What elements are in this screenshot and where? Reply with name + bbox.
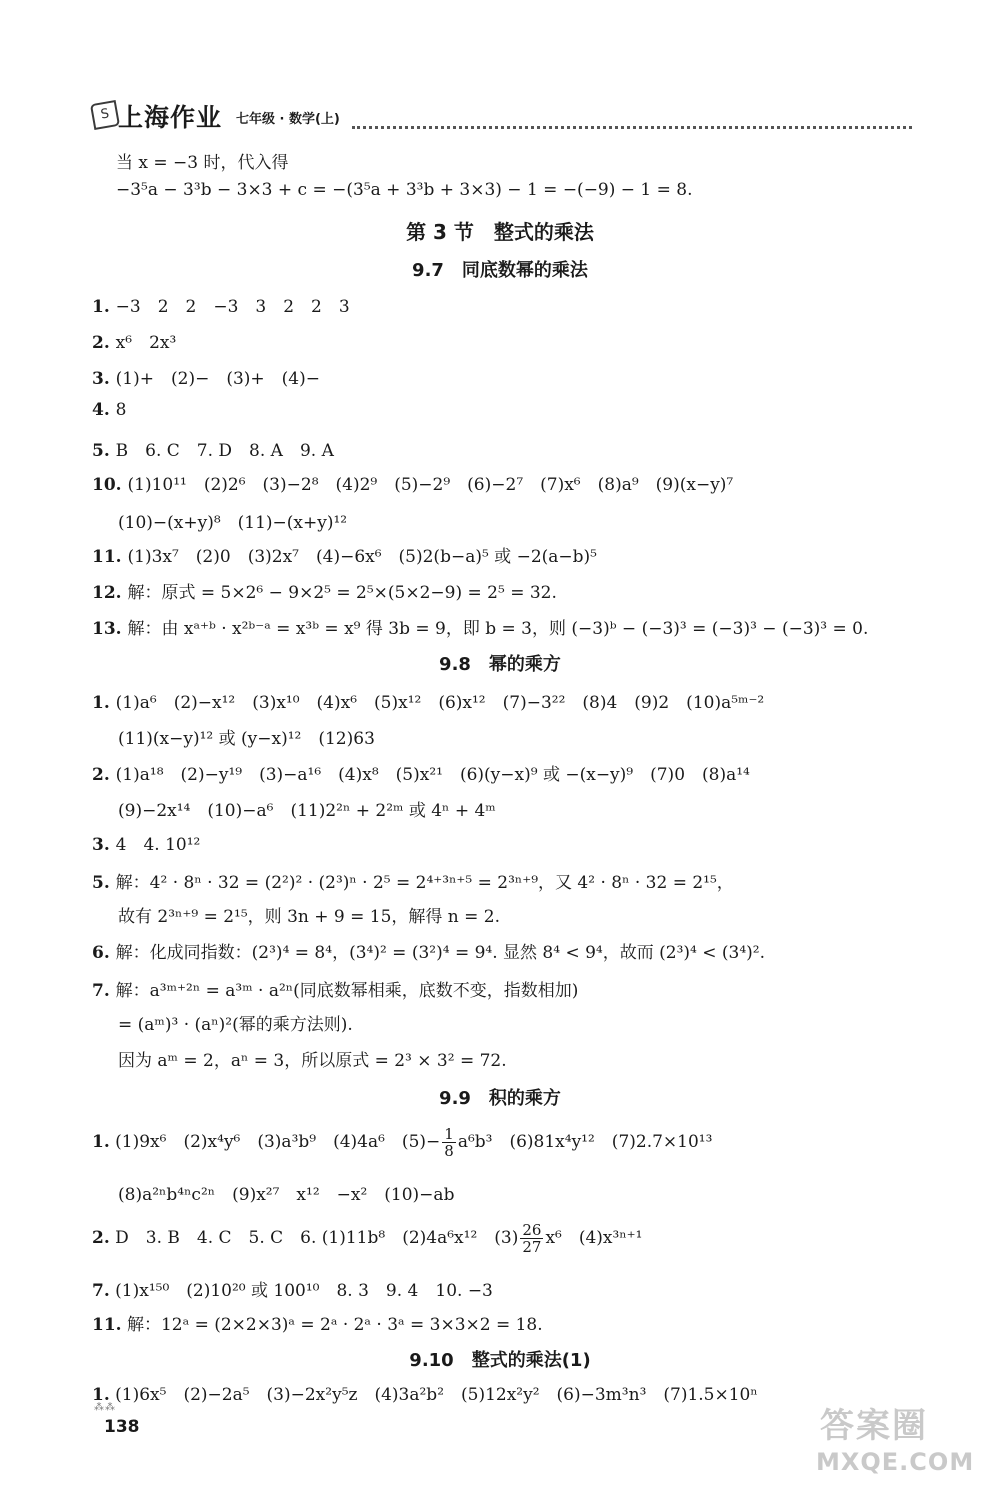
intro-line-2: −3⁵a − 3³b − 3×3 + c = −(3⁵a + 3³b + 3×3) − 1 = −(−9) − 1 = 8.	[116, 180, 693, 200]
answer-text: (1)a⁶ (2)−x¹² (3)x¹⁰ (4)x⁶ (5)x¹² (6)x¹² (7)−3²² (8)4 (9)2 (10)a⁵ᵐ⁻²	[115, 693, 765, 713]
fraction	[442, 1126, 456, 1159]
answer-text: 故有 2³ⁿ⁺⁹ = 2¹⁵，则 3n + 9 = 15，解得 n = 2.	[118, 907, 501, 927]
question-number: 10.	[92, 475, 128, 495]
question-number: 2.	[92, 765, 116, 785]
fraction-denominator: 27	[522, 1238, 542, 1256]
answer-line	[118, 1010, 353, 1035]
subsection-title-9-8: 9.8 幂的乘方	[439, 654, 561, 675]
intro-line-1: 当 x = −3 时，代入得	[116, 153, 289, 173]
answer-text: (11)(x−y)¹² 或 (y−x)¹² (12)63	[118, 729, 375, 749]
question-number: 1.	[92, 1385, 110, 1405]
subsection-title-9-7: 9.7 同底数幂的乘法	[412, 260, 588, 281]
question-number: 3.	[92, 835, 116, 855]
question-number: 5.	[92, 441, 116, 461]
answer-text: (1)3x⁷ (2)0 (3)2x⁷ (4)−6x⁶ (5)2(b−a)⁵ 或 −2(a−b)⁵	[127, 547, 597, 567]
answer-text: 解：12ᵃ = (2×2×3)ᵃ = 2ᵃ · 2ᵃ · 3ᵃ = 3×3×2 = 18.	[126, 1315, 543, 1335]
answer-line	[118, 902, 500, 927]
answer-line	[118, 508, 347, 533]
section-title: 第 3 节 整式的乘法	[406, 220, 594, 244]
answer-text: (10)−(x+y)⁸ (11)−(x+y)¹²	[118, 513, 348, 533]
question-number: 2.	[92, 333, 116, 353]
answer-text: 4 4. 10¹²	[115, 835, 201, 855]
answer-text: (1)9x⁶ (2)x⁴y⁶ (3)a³b⁹ (4)4a⁶ (5)−	[115, 1132, 441, 1152]
answer-line	[92, 292, 350, 317]
fraction-numerator: 1	[444, 1125, 454, 1143]
question-number: 5.	[92, 873, 116, 893]
answer-text: −3 2 2 −3 3 2 2 3	[115, 297, 350, 317]
subsection-title-9-9: 9.9 积的乘方	[439, 1088, 561, 1109]
question-number: 7.	[92, 1281, 110, 1301]
question-number: 1.	[92, 693, 116, 713]
book-subtitle: 七年级 · 数学(上)	[236, 112, 340, 127]
question-number: 6.	[92, 943, 116, 963]
answer-text: (9)−2x¹⁴ (10)−a⁶ (11)2²ⁿ + 2²ᵐ 或 4ⁿ + 4ᵐ	[118, 801, 496, 821]
question-number: 1.	[92, 297, 116, 317]
answer-line	[92, 1126, 712, 1159]
question-number: 2.	[92, 1228, 110, 1248]
answer-line	[92, 1310, 543, 1335]
question-number: 11.	[92, 1315, 122, 1335]
answer-text: (1)10¹¹ (2)2⁶ (3)−2⁸ (4)2⁹ (5)−2⁹ (6)−2⁷ (7)x⁶ (8)a⁹ (9)(x−y)⁷	[127, 475, 734, 495]
answer-line	[92, 470, 733, 495]
answer-text: a⁶b³ (6)81x⁴y¹² (7)2.7×10¹³	[457, 1132, 713, 1152]
answer-text: 解：4² · 8ⁿ · 32 = (2²)² · (2³)ⁿ · 2⁵ = 2⁴⁺³ⁿ⁺⁵ = 2³ⁿ⁺⁹，又 4² · 8ⁿ · 32 = 2¹⁵，	[115, 873, 734, 893]
page-number: 138	[104, 1417, 140, 1437]
question-number: 3.	[92, 369, 116, 389]
answer-line	[92, 436, 334, 461]
subsection-title-9-10: 9.10 整式的乘法(1)	[409, 1350, 591, 1371]
answer-text: = (aᵐ)³ · (aⁿ)²(幂的乘方法则).	[118, 1015, 353, 1035]
answer-line	[92, 938, 765, 963]
answer-line	[118, 724, 375, 749]
question-number: 4.	[92, 400, 116, 420]
answer-line	[92, 868, 734, 893]
book-title: 上海作业	[118, 103, 223, 132]
answer-line	[92, 976, 578, 1001]
question-number: 13.	[92, 619, 128, 639]
question-number: 11.	[92, 547, 128, 567]
page-number-decoration: ⁂⁂	[94, 1402, 116, 1413]
answer-text: 解：化成同指数：(2³)⁴ = 8⁴，(3⁴)² = (3²)⁴ = 9⁴. 显然 8⁴ < 9⁴，故而 (2³)⁴ < (3⁴)².	[115, 943, 766, 963]
answer-line	[92, 614, 868, 639]
answer-text: x⁶ 2x³	[115, 333, 177, 353]
logo-icon: S	[90, 100, 120, 130]
fraction	[520, 1222, 543, 1255]
answer-text: D 3. B 4. C 5. C 6. (1)11b⁸ (2)4a⁶x¹² (3)	[115, 1228, 519, 1248]
answer-text: (1)x¹⁵⁰ (2)10²⁰ 或 100¹⁰ 8. 3 9. 4 10. −3	[115, 1281, 493, 1301]
answer-line	[92, 830, 200, 855]
question-number: 1.	[92, 1132, 110, 1152]
answer-line	[92, 1276, 493, 1301]
answer-text: 8	[115, 400, 127, 420]
answer-text: 因为 aᵐ = 2，aⁿ = 3，所以原式 = 2³ × 3² = 72.	[118, 1051, 507, 1071]
answer-text: (1)a¹⁸ (2)−y¹⁹ (3)−a¹⁶ (4)x⁸ (5)x²¹ (6)(y−x)⁹ 或 −(x−y)⁹ (7)0 (8)a¹⁴	[115, 765, 750, 785]
fraction-numerator: 26	[522, 1221, 542, 1239]
answer-text: B 6. C 7. D 8. A 9. A	[115, 441, 334, 461]
header-divider	[352, 126, 912, 129]
answer-line	[92, 1380, 758, 1405]
answer-line	[92, 760, 750, 785]
answer-line	[92, 688, 764, 713]
answer-line	[92, 542, 597, 567]
answer-text: (1)6x⁵ (2)−2a⁵ (3)−2x²y⁵z (4)3a²b² (5)12x²y² (6)−3m³n³ (7)1.5×10ⁿ	[115, 1385, 758, 1405]
question-number: 7.	[92, 981, 116, 1001]
answer-text: (1)+ (2)− (3)+ (4)−	[115, 369, 320, 389]
answer-text: 解：由 xᵃ⁺ᵇ · x²ᵇ⁻ᵃ = x³ᵇ = x⁹ 得 3b = 9，即 b = 3，则 (−3)ᵇ − (−3)³ = (−3)³ − (−3)³ = 0.	[127, 619, 869, 639]
answer-line	[118, 796, 496, 821]
answer-line	[92, 364, 320, 389]
fraction-denominator: 8	[444, 1142, 454, 1160]
answer-line	[92, 578, 557, 603]
answer-line	[92, 400, 127, 420]
answer-text: 解：原式 = 5×2⁶ − 9×2⁵ = 2⁵×(5×2−9) = 2⁵ = 32.	[127, 583, 557, 603]
watermark-url: MXQE.COM	[816, 1448, 975, 1476]
answer-line	[92, 328, 176, 353]
answer-line: (8)a²ⁿb⁴ⁿc²ⁿ (9)x²⁷ x¹² −x² (10)−ab	[118, 1185, 455, 1205]
answer-text: 解：a³ᵐ⁺²ⁿ = a³ᵐ · a²ⁿ(同底数幂相乘，底数不变，指数相加)	[115, 981, 579, 1001]
watermark-logo: 答案圈	[820, 1406, 928, 1446]
watermark	[812, 1398, 988, 1486]
answer-text: x⁶ (4)x³ⁿ⁺¹	[545, 1228, 643, 1248]
answer-line	[118, 1046, 507, 1071]
answer-line	[92, 1222, 642, 1255]
question-number: 12.	[92, 583, 128, 603]
